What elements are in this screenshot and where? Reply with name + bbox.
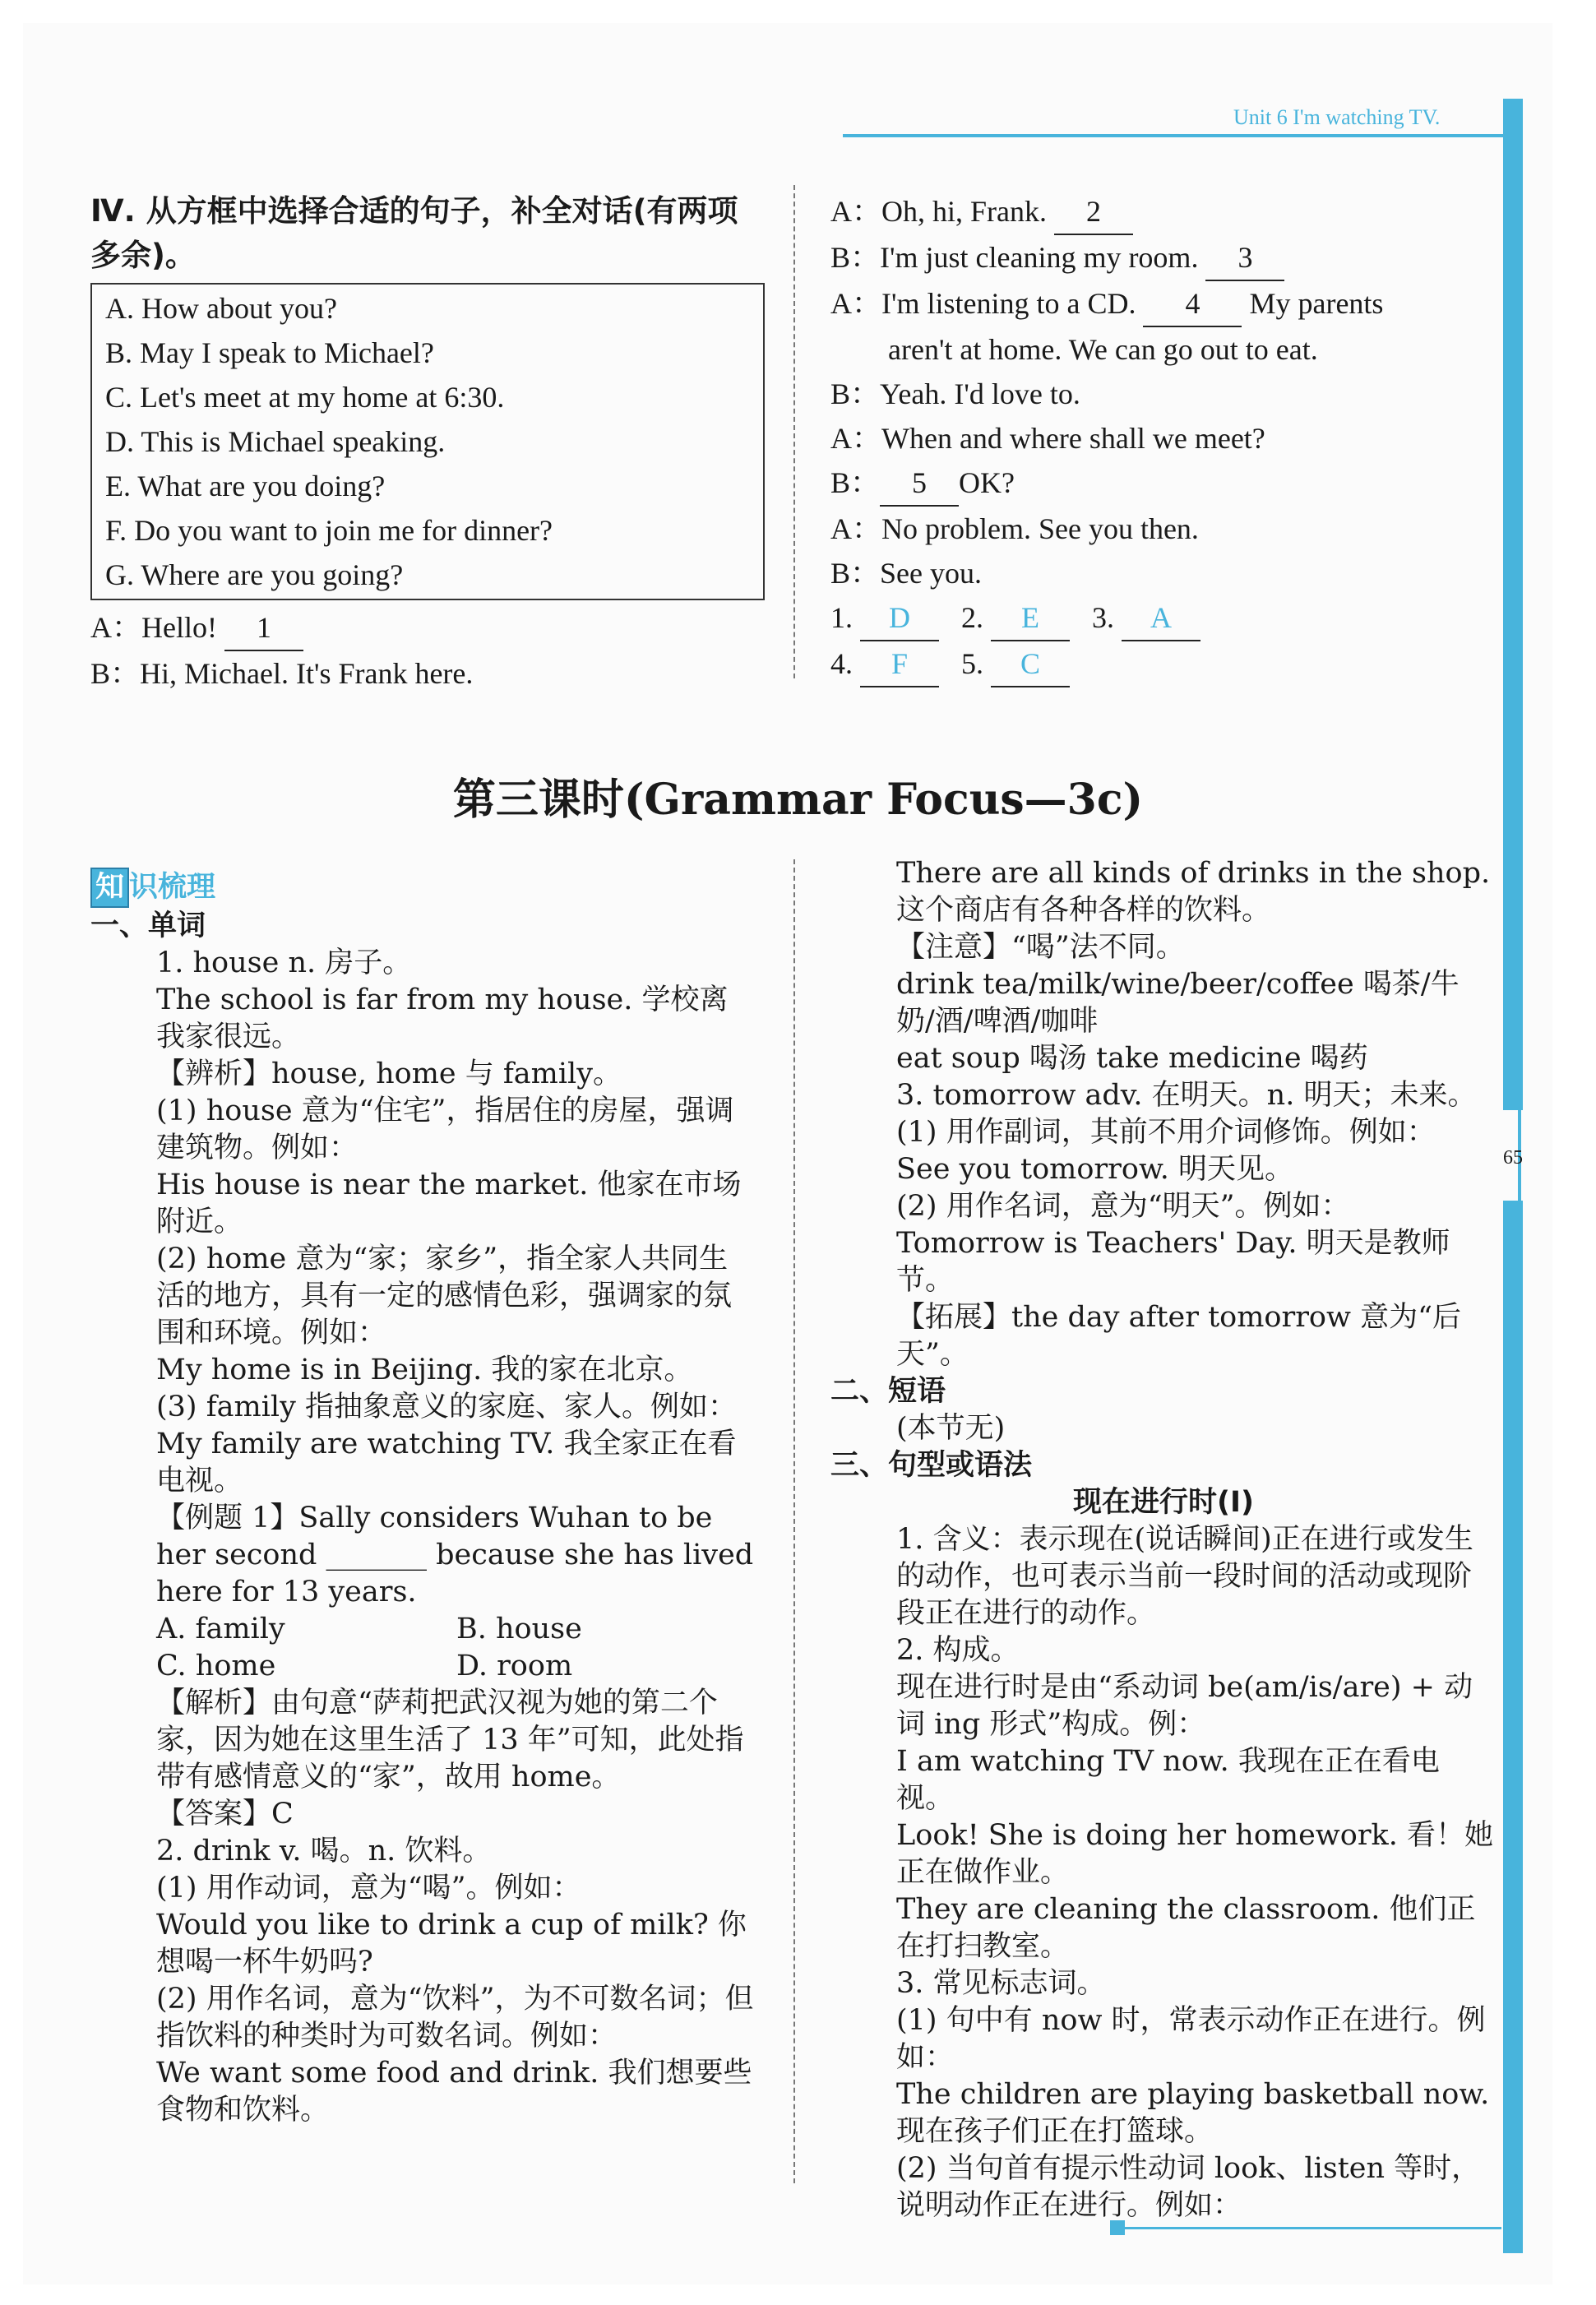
options-box	[90, 283, 765, 600]
example: I am watching TV now. 我现在正在看电视。	[896, 1745, 1440, 1815]
note: 3. 常见标志词。	[896, 1967, 1106, 2000]
note: (2) 用作名词，意为“饮料”，为不可数名词；但指饮料的种类时为可数名词。例如：	[156, 1983, 754, 2053]
answer-1: D	[860, 595, 939, 641]
example: Look! She is doing her homework. 看！她正在做作业。	[896, 1819, 1494, 1889]
example: His house is near the market. 他家在市场附近。	[156, 1169, 742, 1238]
dialogue-line: A：I'm listening to a CD. 4 My parents	[830, 281, 1497, 327]
note: (1) 用作动词，意为“喝”。例如：	[156, 1872, 581, 1905]
answer-row: 1. D 2. E 3. A	[830, 595, 1497, 641]
note: (3) family 指抽象意义的家庭、家人。例如：	[156, 1391, 737, 1423]
dialogue-line: B：See you.	[830, 557, 982, 590]
note: 【注意】“喝”法不同。	[896, 931, 1185, 964]
note: (2) home 意为“家；家乡”，指全家人共同生活的地方，具有一定的感情色彩，强调家的氛围和环境。例如：	[156, 1243, 733, 1349]
exercise-right-column	[830, 189, 1497, 687]
lesson-title: 第三课时(Grammar Focus—3c)	[452, 775, 1144, 825]
header-rule	[843, 134, 1510, 137]
blank-3[interactable]: 3	[1205, 235, 1284, 281]
note: (1) 句中有 now 时，常表示动作正在进行。例如：	[896, 2004, 1486, 2074]
note: (1) house 意为“住宅”，指居住的房屋，强调建筑物。例如：	[156, 1095, 734, 1164]
left-dialogue	[90, 605, 765, 696]
option-d: D. This is Michael speaking.	[105, 425, 446, 458]
blank-4[interactable]: 4	[1143, 281, 1242, 327]
note: 1. 含义：表示现在(说话瞬间)正在进行或发生的动作，也可表示当前一段时间的活动或现阶段正在进行的动作。	[896, 1523, 1473, 1630]
note: 2. 构成。	[896, 1634, 1020, 1667]
blank-1[interactable]: 1	[224, 605, 303, 651]
margin-bar-bottom	[1503, 1201, 1523, 2253]
option-c: C. Let's meet at my home at 6:30.	[105, 381, 505, 414]
question-options: C. home D. room	[156, 1650, 573, 1682]
dialogue-line: aren't at home. We can go out to eat.	[888, 333, 1318, 366]
note: (本节无)	[896, 1412, 1006, 1445]
option-e: E. What are you doing?	[105, 470, 386, 502]
option-g: G. Where are you going?	[105, 558, 404, 591]
margin-bar-thin	[1518, 1020, 1521, 1217]
footer-rule	[1115, 2227, 1501, 2229]
note: (2) 当句首有提示性动词 look、listen 等时，说明动作正在进行。例如：	[896, 2152, 1481, 2222]
notes-left-column	[90, 868, 756, 2129]
dialogue-line: A：Oh, hi, Frank. 2	[830, 189, 1497, 235]
answer: 【答案】C	[156, 1798, 294, 1831]
section-heading: 一、单词	[90, 910, 206, 942]
example: Would you like to drink a cup of milk? 你想喝一杯牛奶吗?	[156, 1909, 747, 1979]
running-header: Unit 6 I'm watching TV.	[1233, 105, 1441, 129]
entry: 1. house n. 房子。	[156, 947, 412, 979]
exercise-left-column	[90, 189, 765, 696]
entry: 3. tomorrow adv. 在明天。n. 明天；未来。	[896, 1079, 1477, 1112]
example: My family are watching TV. 我全家正在看电视。	[156, 1428, 737, 1497]
note: 【辨析】house, home 与 family。	[156, 1058, 622, 1090]
grammar-title: 现在进行时(Ⅰ)	[1072, 1486, 1254, 1519]
dialogue-line: A：No problem. See you then.	[830, 512, 1199, 545]
section-badge: 知 识梳理	[90, 868, 756, 908]
exercise-heading: Ⅳ. 从方框中选择合适的句子，补全对话(有两项多余)。	[90, 193, 738, 273]
answer-3: A	[1122, 595, 1200, 641]
entry: 2. drink v. 喝。n. 饮料。	[156, 1835, 492, 1868]
dialogue-line: A：When and where shall we meet?	[830, 422, 1265, 455]
note: 【拓展】the day after tomorrow 意为“后天”。	[896, 1301, 1461, 1371]
example: We want some food and drink. 我们想要些食物和饮料。	[156, 2057, 752, 2127]
analysis: 【解析】由句意“萨莉把武汉视为她的第二个家，因为她在这里生活了 13 年”可知，此处指带有感情意义的“家”，故用 home。	[156, 1687, 744, 1794]
example: The children are playing basketball now. 现在孩子们正在打篮球。	[896, 2078, 1490, 2148]
example: They are cleaning the classroom. 他们正在打扫教室。	[896, 1893, 1476, 1963]
example: Tomorrow is Teachers' Day. 明天是教师节。	[896, 1227, 1450, 1297]
example: See you tomorrow. 明天见。	[896, 1153, 1294, 1186]
notes-right-column	[830, 855, 1497, 2224]
option-f: F. Do you want to join me for dinner?	[105, 514, 553, 547]
dialogue-line: B：Yeah. I'd love to.	[830, 377, 1080, 410]
section-heading: 三、句型或语法	[830, 1449, 1033, 1482]
answer-2: E	[991, 595, 1070, 641]
section-heading: 二、短语	[830, 1375, 946, 1408]
example: The school is far from my house. 学校离我家很远。	[156, 984, 729, 1053]
dialogue-line: B：Hi, Michael. It's Frank here.	[90, 657, 474, 690]
column-divider-bottom	[793, 859, 795, 2183]
dialogue-line: B：I'm just cleaning my room. 3	[830, 235, 1497, 281]
question: 【例题 1】Sally considers Wuhan to be her second _______ because she has lived here for 13 years.	[156, 1502, 754, 1608]
answer-row: 4. F 5. C	[830, 641, 1497, 687]
note: 现在进行时是由“系动词 be(am/is/are) + 动词 ing 形式”构成。例：	[896, 1671, 1473, 1741]
note: (1) 用作副词，其前不用介词修饰。例如：	[896, 1116, 1436, 1149]
example: There are all kinds of drinks in the shop. 这个商店有各种各样的饮料。	[896, 857, 1491, 927]
dialogue-line: B： 5 OK?	[830, 461, 1497, 507]
page-number: 65	[1503, 1147, 1523, 1169]
blank-2[interactable]: 2	[1054, 189, 1133, 235]
answer-5: C	[991, 641, 1070, 687]
option-a: A. How about you?	[105, 292, 337, 325]
option-b: B. May I speak to Michael?	[105, 336, 434, 369]
note: (2) 用作名词，意为“明天”。例如：	[896, 1190, 1350, 1223]
column-divider-top	[793, 185, 795, 678]
example: eat soup 喝汤 take medicine 喝药	[896, 1042, 1368, 1075]
blank-5[interactable]: 5	[880, 461, 959, 507]
margin-bar-top	[1503, 99, 1523, 1110]
dialogue-line: A：Hello! 1	[90, 605, 765, 651]
example: My home is in Beijing. 我的家在北京。	[156, 1354, 693, 1386]
question-options: A. family B. house	[156, 1613, 582, 1645]
example: drink tea/milk/wine/beer/coffee 喝茶/牛奶/酒/啤酒/咖啡	[896, 968, 1460, 1038]
answer-4: F	[860, 641, 939, 687]
